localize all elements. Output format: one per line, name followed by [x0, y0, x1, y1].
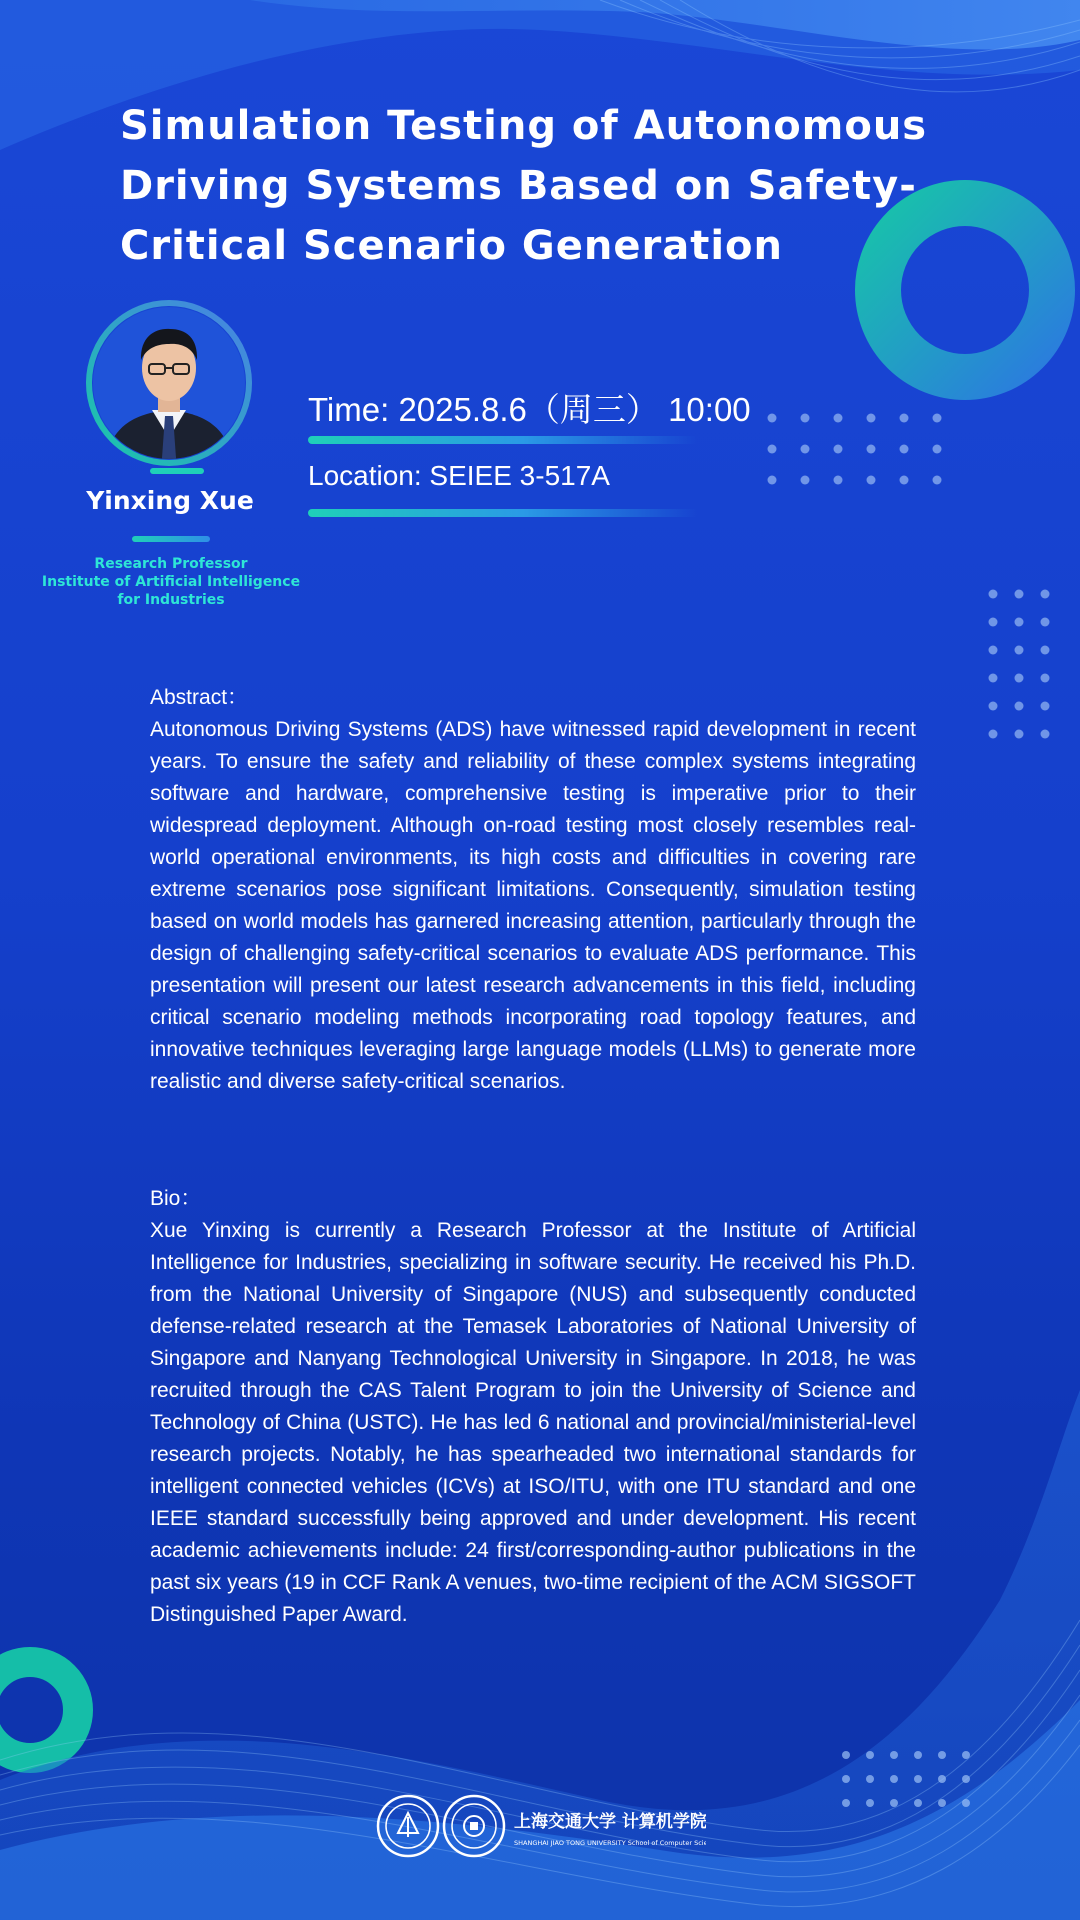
role-line: Research Professor	[94, 556, 248, 572]
bio-section	[150, 1183, 916, 1631]
abstract-section	[150, 682, 916, 1098]
sjtu-emblem-icon	[378, 1796, 438, 1856]
event-time: Time: 2025.8.6（周三） 10:00	[308, 391, 751, 428]
bio-text: Xue Yinxing is currently a Research Professor at the Institute of Artificial Intelligence for Industries, specializing in software security. He received his Ph.D. from the National University of Singapore (NUS) and subsequently conducted defense-related research at the Temasek Laboratories of National University of Singapore and Nanyang Technological University in Singapore. In 2018, he was recruited through the CAS Talent Program to join the University of Science and Technology of China (USTC). He has led 6 national and provincial/ministerial-level research projects. Notably, he has spearheaded two international standards for intelligent connected vehicles (ICVs) at ISO/ITU, with one ITU standard and one IEEE standard successfully being approved and under development. His recent academic achievements include: 24 first/corresponding-author publications in the past six years (19 in CCF Rank A venues, two-time recipient of the ACM SIGSOFT Distinguished Paper Award.	[150, 1219, 916, 1626]
talk-title: Simulation Testing of Autonomous Driving Systems Based on Safety-Critical Scenario Generation	[120, 103, 928, 269]
abstract-text: Autonomous Driving Systems (ADS) have witnessed rapid development in recent years. To ensure the safety and reliability of these complex systems integrating software and hardware, comprehensive testing is imperative prior to their widespread deployment. Although on-road testing most closely resembles real-world operational environments, its high costs and difficulties in covering rare extreme scenarios pose significant limitations. Consequently, simulation testing based on world models has garnered increasing attention, particularly through the design of challenging safety-critical scenarios to evaluate ADS performance. This presentation will present our latest research advancements in this field, including critical scenario modeling methods incorporating road topology features, and innovative techniques leveraging large language models (LLMs) to generate more realistic and diverse safety-critical scenarios.	[150, 718, 916, 1093]
speaker-role	[40, 555, 302, 609]
footer-cn-name: 上海交通大学 计算机学院	[514, 1812, 706, 1832]
avatar-accent-bar	[150, 468, 204, 474]
bio-label: Bio：	[150, 1187, 202, 1210]
abstract-label: Abstract：	[150, 686, 249, 709]
location-underline	[308, 509, 698, 517]
name-underline	[132, 536, 210, 542]
speaker-avatar	[84, 298, 254, 468]
footer-en-name: SHANGHAI JIAO TONG UNIVERSITY School of Computer Science	[514, 1839, 706, 1847]
footer-logos	[376, 1793, 706, 1864]
school-emblem-icon	[444, 1796, 504, 1856]
role-line: Institute of Artificial Intelligence	[41, 574, 301, 590]
event-location: Location: SEIEE 3-517A	[308, 460, 610, 491]
role-line: for Industries	[117, 592, 225, 608]
time-underline	[308, 436, 698, 444]
speaker-name: Yinxing Xue	[86, 486, 254, 515]
